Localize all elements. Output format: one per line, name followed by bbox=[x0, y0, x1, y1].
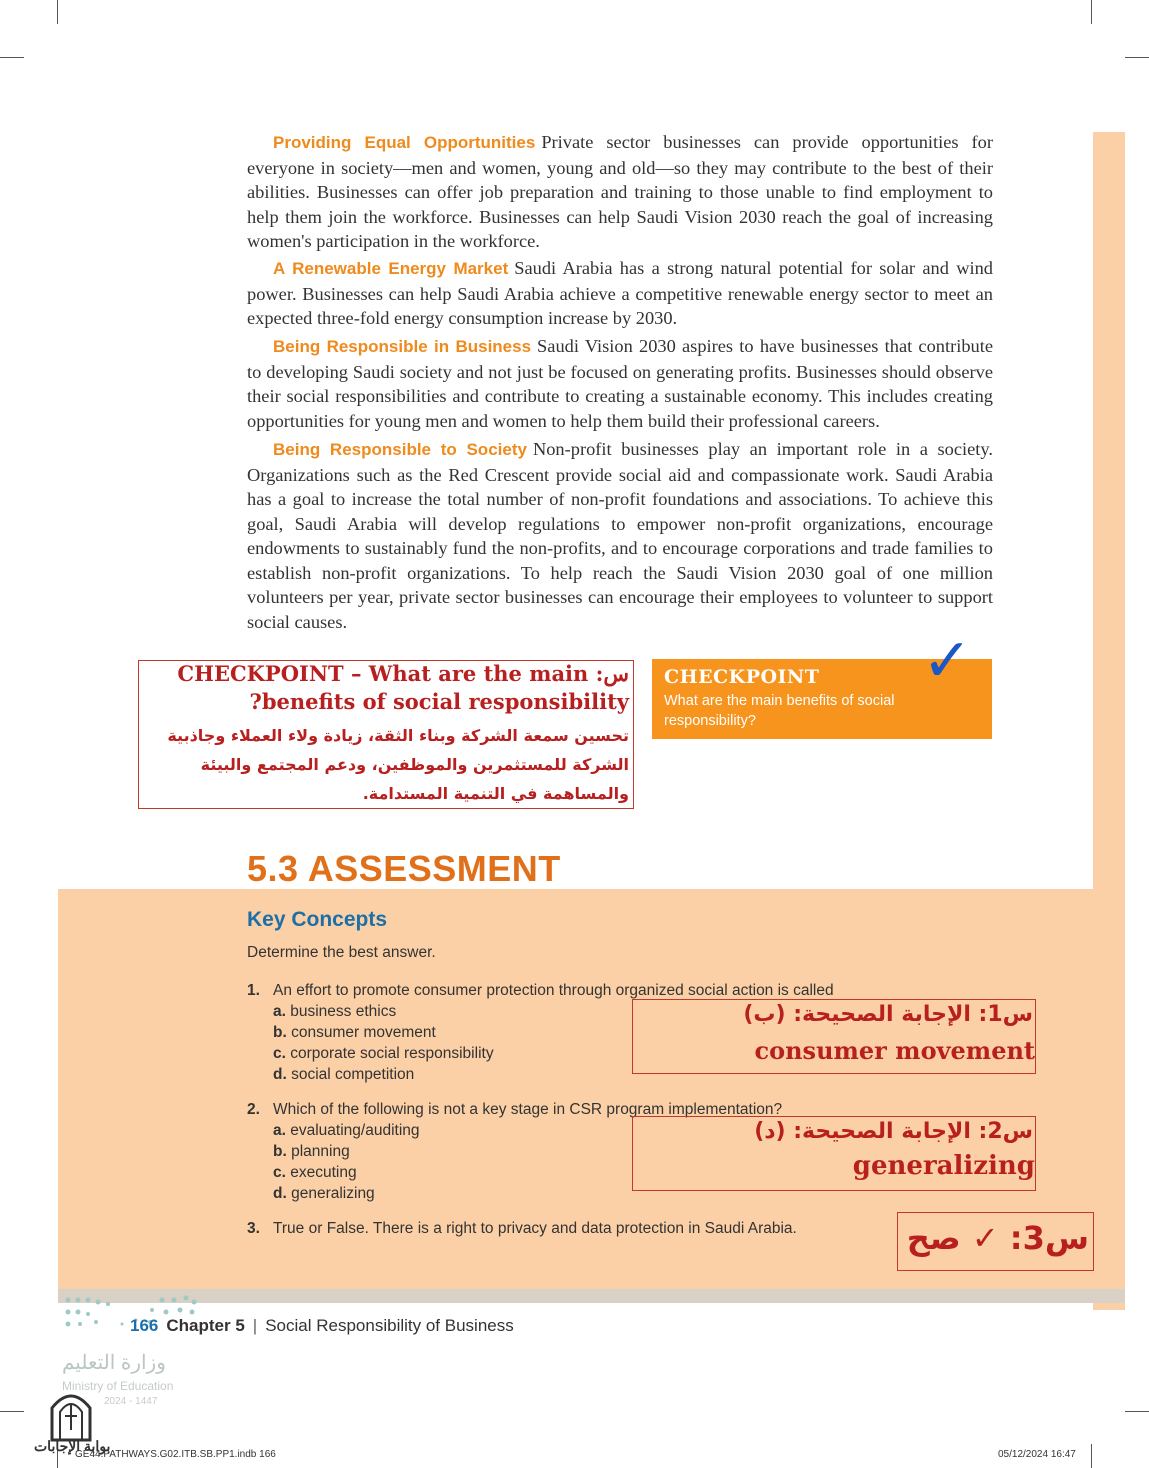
paragraph-renewable-energy bbox=[247, 256, 993, 331]
question-text: True or False. There is a right to privacy and data protection in Saudi Arabia. bbox=[273, 1220, 797, 1237]
question-text: Which of the following is not a key stage in CSR program implementation? bbox=[273, 1101, 783, 1118]
checkpoint-answer-arabic: تحسين سمعة الشركة وبناء الثقة، زيادة ولاء العملاء وجاذبية الشركة للمستثمرين والموظفين، ودعم المجتمع والبيئة والمساهمة في التنمية المستدامة. bbox=[167, 726, 629, 803]
side-strip bbox=[1093, 132, 1125, 1310]
checkpoint-question: What are the main benefits of social responsibility? bbox=[664, 693, 895, 729]
paragraph-text: Saudi Vision 2030 aspires to have businesses that contribute to developing Saudi society and not just be focused on generating profits. Businesses should observe their social responsibilities and contribute to creating a sustainable economy. This includes creating opportunities for young men and women to help them build their professional careers. bbox=[247, 336, 993, 431]
ministry-logo-english: Ministry of Education bbox=[62, 1379, 174, 1393]
answer-box-2 bbox=[632, 1116, 1036, 1191]
ministry-year: 2024 - 1447 bbox=[104, 1396, 158, 1407]
crop-mark bbox=[1125, 1411, 1149, 1412]
paragraph-heading: Providing Equal Opportunities bbox=[273, 133, 536, 152]
option-2d[interactable]: d. generalizing bbox=[273, 1185, 375, 1202]
checkpoint-answer-box bbox=[138, 660, 634, 809]
crop-mark bbox=[0, 57, 24, 58]
question-number: 3. bbox=[247, 1220, 260, 1237]
paragraph-responsible-society bbox=[247, 437, 993, 634]
watermark-text: بوابة الإجابات bbox=[34, 1438, 111, 1454]
crop-mark bbox=[0, 1411, 24, 1412]
assessment-instruction: Determine the best answer. bbox=[247, 944, 436, 961]
answer-1-english: consumer movement bbox=[754, 1036, 1035, 1065]
answer-2-arabic: س2: الإجابة الصحيحة: (د) bbox=[754, 1119, 1033, 1144]
question-1 bbox=[247, 980, 834, 1001]
paragraph-text: Saudi Arabia has a strong natural potential for solar and wind power. Businesses can help Saudi Arabia achieve a competitive renewable energy sector to meet an expected three-fold energy consumption increase by 2030. bbox=[247, 258, 993, 328]
paragraph-heading: A Renewable Energy Market bbox=[273, 259, 509, 278]
answer-2-english: generalizing bbox=[852, 1151, 1035, 1181]
assessment-shadow bbox=[58, 1289, 1125, 1303]
page-number: 166 bbox=[130, 1316, 159, 1335]
option-2a[interactable]: a. evaluating/auditing bbox=[273, 1122, 420, 1139]
crop-mark bbox=[1091, 0, 1092, 24]
assessment-title: 5.3 ASSESSMENT bbox=[247, 848, 561, 889]
answer-1-arabic: س1: الإجابة الصحيحة: (ب) bbox=[743, 1002, 1033, 1027]
checkpoint-answer-line2: ?benefits of social responsibility bbox=[249, 689, 629, 714]
checkpoint-title: CHECKPOINT bbox=[664, 666, 820, 688]
question-text: An effort to promote consumer protection through organized social action is called bbox=[273, 982, 834, 999]
option-1c[interactable]: c. corporate social responsibility bbox=[273, 1045, 494, 1062]
paragraph-text: Private sector businesses can provide opportunities for everyone in society—men and women, young and old—so they may contribute to the best of their abilities. Businesses can offer job preparation and training to those unable to find employment to help them join the workforce. Businesses can help Saudi Vision 2030 reach the goal of increasing women's participation in the workforce. bbox=[247, 132, 993, 251]
question-3 bbox=[247, 1218, 797, 1239]
question-number: 1. bbox=[247, 982, 260, 999]
paragraph-heading: Being Responsible to Society bbox=[273, 440, 527, 459]
footer-title: Social Responsibility of Business bbox=[265, 1316, 514, 1335]
gate-logo-icon bbox=[48, 1386, 94, 1442]
footer-chapter: Chapter 5 bbox=[166, 1316, 245, 1335]
option-1b[interactable]: b. consumer movement bbox=[273, 1024, 436, 1041]
key-concepts-heading: Key Concepts bbox=[247, 908, 388, 931]
paragraph-heading: Being Responsible in Business bbox=[273, 337, 532, 356]
answer-3: س3: ✓ صح bbox=[906, 1219, 1089, 1257]
paragraph-responsible-business bbox=[247, 334, 993, 433]
answer-box-1 bbox=[632, 999, 1036, 1074]
ministry-logo-arabic: وزارة التعليم bbox=[62, 1352, 166, 1374]
checkmark-icon: ✓ bbox=[922, 626, 973, 696]
paragraph-text: Non-profit businesses play an important role in a society. Organizations such as the Red Crescent provide social aid and compassionate work. Saudi Arabia has a goal to increase the total number of non-profit foundations and associations. To achieve this goal, Saudi Arabia will develop regulations to empower non-profit organizations, encourage endowments to sustainably fund the non-profits, and to encourage corporations and trade families to establish non-profit organizations. To help reach the Saudi Vision 2030 goal of one million volunteers per year, private sector businesses can encourage their employees to volunteer to support social causes. bbox=[247, 439, 993, 632]
crop-mark bbox=[1091, 1444, 1092, 1468]
answer-box-3 bbox=[897, 1212, 1094, 1271]
option-2c[interactable]: c. executing bbox=[273, 1164, 357, 1181]
checkpoint-answer-line1: CHECKPOINT – What are the main :س bbox=[177, 661, 629, 686]
option-1d[interactable]: d. social competition bbox=[273, 1066, 415, 1083]
print-slug: GE44.PATHWAYS.G02.ITB.SB.PP1.indb 166 bbox=[75, 1449, 276, 1460]
print-date: 05/12/2024 16:47 bbox=[998, 1449, 1076, 1460]
crop-mark bbox=[1125, 57, 1149, 58]
page-footer bbox=[130, 1316, 514, 1336]
footer-separator: | bbox=[252, 1316, 258, 1335]
option-1a[interactable]: a. business ethics bbox=[273, 1003, 397, 1020]
question-number: 2. bbox=[247, 1101, 260, 1118]
paragraph-equal-opportunities bbox=[247, 130, 993, 254]
crop-mark bbox=[57, 0, 58, 24]
option-2b[interactable]: b. planning bbox=[273, 1143, 350, 1160]
